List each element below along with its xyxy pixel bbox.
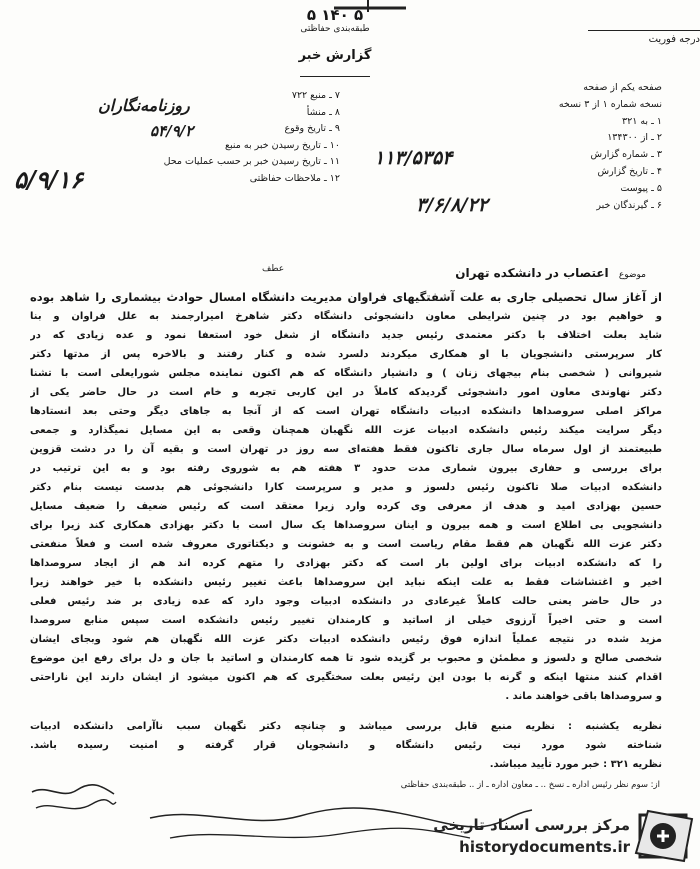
handwritten-corner-mark: ۵/۹/۱۶ bbox=[14, 165, 84, 194]
body-line: دکتر نهاوندی معاون امور دانشجوئی گردیدکه کاملاً در این کاربی تجربه و خام است در حال حاضر یکی از bbox=[30, 387, 662, 398]
archive-logo-icon bbox=[632, 807, 694, 865]
body-line: شیروانی ( شخصی بنام بیجهای زنان ) و دانشیار دانشگاه که هم اکنون نماینده مجلس شورایعلی است با تشنا bbox=[30, 368, 662, 379]
field-news-receipt-date: ۱۰ ـ تاریخ رسیدن خبر به منبع bbox=[225, 139, 340, 151]
field-event-date: ۹ ـ تاریخ وقوع bbox=[284, 123, 340, 134]
subject-line bbox=[176, 266, 646, 280]
body-line: از آغاز سال تحصیلی جاری به علت آشفتگیهای فراوان مدیریت دانشگاه امسال حوادث بیشماری را شاهد بوده bbox=[30, 290, 662, 304]
subject-label: موضوع bbox=[618, 270, 646, 280]
body-line: در حال حاضر یعنی حالت کاملاً غیرعادی در دانشکده ادبیات وجود دارد که عده زیادی بر ضد رئیس فعلی bbox=[30, 596, 662, 607]
handwritten-source: روزنامه‌نگاران bbox=[98, 96, 190, 115]
body-line: دیگر سرایت میکند رئیس دانشکده ادبیات عزت الله نگهبان همچنان وقعی به این مسایل نمیگذارد و جمعی bbox=[30, 425, 662, 436]
body-line: را که دانشکده ادبیات برای اولین بار است که دکتر بهزادی را متهم کرده اند هم از ایجاد سروصداها bbox=[30, 558, 662, 569]
classification-label: طبقه‌بندی حفاظتی bbox=[300, 24, 370, 34]
handwritten-report-date: ۳/۶/۸/۲۲ bbox=[416, 194, 488, 216]
right-field-list bbox=[462, 80, 662, 214]
field-report-number: ۳ ـ شماره گزارش bbox=[590, 149, 662, 161]
footer-line: از: سوم نظر رئیس اداره ـ نسخ .. ـ معاون اداره ـ از .. طبقه‌بندی حفاظتی bbox=[400, 780, 660, 790]
field-to: ۱ ـ به ۳۲۱ bbox=[621, 115, 662, 127]
urgency-label: درجه فوریت bbox=[648, 34, 700, 45]
body-line: نظریه ۳۲۱ : خبر مورد تأیید میباشد. bbox=[489, 759, 662, 770]
field-recipients: ۶ ـ گیرندگان خبر bbox=[596, 199, 662, 211]
body-line: است و حتی اخیراً آرزوی خیلی از اساتید و کارمندان تغییر رئیس دانشکده است سپس منابع سروصدا bbox=[30, 615, 662, 626]
body-line: برای بررسی و حفاری بیرون شماری مدت حدود ۳ هفته هم به شوروی رفته بود و به این ترتیب در bbox=[30, 463, 662, 474]
body-line: دانشکده ادبیات صلا تاکنون رئیس دلسوز و مدیر و سرپرست کارا دانشجوئی هم بدست نیست بنام دکتر bbox=[30, 482, 662, 493]
body-line: مراکز اصلی سروصداها دانشکده ادبیات دانشگاه تهران است که از آنجا به جاهای دیگر وحتی بعد انستادها bbox=[30, 406, 662, 417]
handwritten-date-mark: ۵۴/۹/۲ bbox=[150, 122, 194, 140]
body-line: و سروصداها باقی خواهند ماند . bbox=[505, 691, 662, 702]
body-line: مزید شده در نتیجه عملیاً اندازه فوق رئیس دانشکده ادبیات دکتر عزت الله نگهبان هم شود وبجای ایشان bbox=[30, 634, 662, 645]
field-attachment: ۵ ـ پیوست bbox=[620, 182, 662, 194]
watermark-text: مرکز بررسی اسناد تاریخی bbox=[433, 816, 630, 834]
subject-value: اعتصاب در دانشکده تهران bbox=[455, 266, 609, 280]
body-line: طبیعتمند از اول سرماه سال جاری تاکنون فقط هفته‌ای سه روز در تهران است و بقیه آن را در دشت قزوین bbox=[30, 444, 662, 455]
body-line: اخیر و اغتشاشات فقط به علت اینکه نباید این سروصداها باعث تغییر رئیس دانشکده با خیر خواهند زیرا bbox=[30, 577, 662, 588]
title-underline bbox=[300, 76, 370, 77]
body-line: شاید بعلت اختلاف با دکتر معتمدی رئیس جدید دانشگاه از شغل خود استعفا نمود و عده زیادی که در bbox=[30, 330, 662, 341]
report-title: گزارش خبر bbox=[298, 48, 372, 63]
reference-label: عطف bbox=[262, 264, 285, 274]
signature-scrawl bbox=[22, 780, 122, 830]
urgency-box-rule bbox=[588, 30, 700, 31]
body-line: دکتر عزت الله نگهبان هم فقط مقام ریاست است و به خشونت و دیکتاتوری معروف شده است و فعلاً منفعتی bbox=[30, 539, 662, 550]
watermark-url: historydocuments.ir bbox=[459, 838, 630, 856]
body-line: کار سرپرستی دانشجویان با او همکاری میکردند دلسرد شده و کنار رفتند و بالاخره پس از مدتها دکتر bbox=[30, 349, 662, 360]
body-line: دانشجویی بی اطلاع است و همه بیرون و اینان سروصداها یک سال است با دکتر بهزادی همکاری کند زیرا برای bbox=[30, 520, 662, 531]
field-security-notes: ۱۲ ـ ملاحظات حفاظتی bbox=[249, 172, 340, 184]
field-report-date: ۴ ـ تاریخ گزارش bbox=[597, 165, 662, 177]
field-origin: ۸ ـ منشأ bbox=[306, 106, 340, 118]
body-spacer bbox=[30, 706, 662, 717]
field-page: صفحه یکم از صفحه bbox=[583, 82, 662, 93]
body-line: نظریه یکشنبه : نظریه منبع قابل بررسی میباشد و چنانچه دکتر نگهبان سبب ناآرامی دانشکده ادبیات bbox=[30, 721, 662, 732]
body-line: و خواهیم بود در چنین شرایطی معاون دانشجوئی دانشگاه دکتر شاهرخ امیرارجمند به علل فراوان و بنا bbox=[30, 311, 662, 322]
report-header bbox=[240, 6, 430, 63]
report-body bbox=[30, 288, 662, 774]
field-local-receipt-date: ۱۱ ـ تاریخ رسیدن خبر بر حسب عملیات محل bbox=[163, 156, 340, 167]
body-line: اقدام کنند منتها اینکه و گرنه با بودن این رئیس بعلت سختگیری که هم اکنون میشود از ایشان دارند این ناراحتی bbox=[30, 672, 662, 683]
body-line: حسین بهزادی امید و هدف از معرفی وی کرده وارد زیرا معتقد است که رئیس ضعیف را ضعیف مسایل bbox=[30, 501, 662, 512]
handwritten-report-number: ۱۱۳/۵۳۵۴ bbox=[374, 147, 453, 169]
field-source: ۷ ـ منبع ۷۲۲ bbox=[291, 90, 340, 101]
header-number: ۵ ۱۴۰ ۵ bbox=[306, 6, 364, 24]
body-line: شناخته شود مورد نیت رئیس دانشگاه و دانشجویان قرار گرفته و امنیت رسیده باشد. bbox=[30, 740, 662, 751]
body-line: شخصی صالح و دلسوز و مطمئن و محبوب بر گزیده شود تا همه کارمندان و اساتید با جان و دل برای رفع این موضوع bbox=[30, 653, 662, 664]
field-copy-number: نسخه شماره ۱ از ۳ نسخه bbox=[558, 98, 662, 110]
field-from: ۲ ـ از ۱۳۴۳۰۰ bbox=[607, 132, 662, 144]
